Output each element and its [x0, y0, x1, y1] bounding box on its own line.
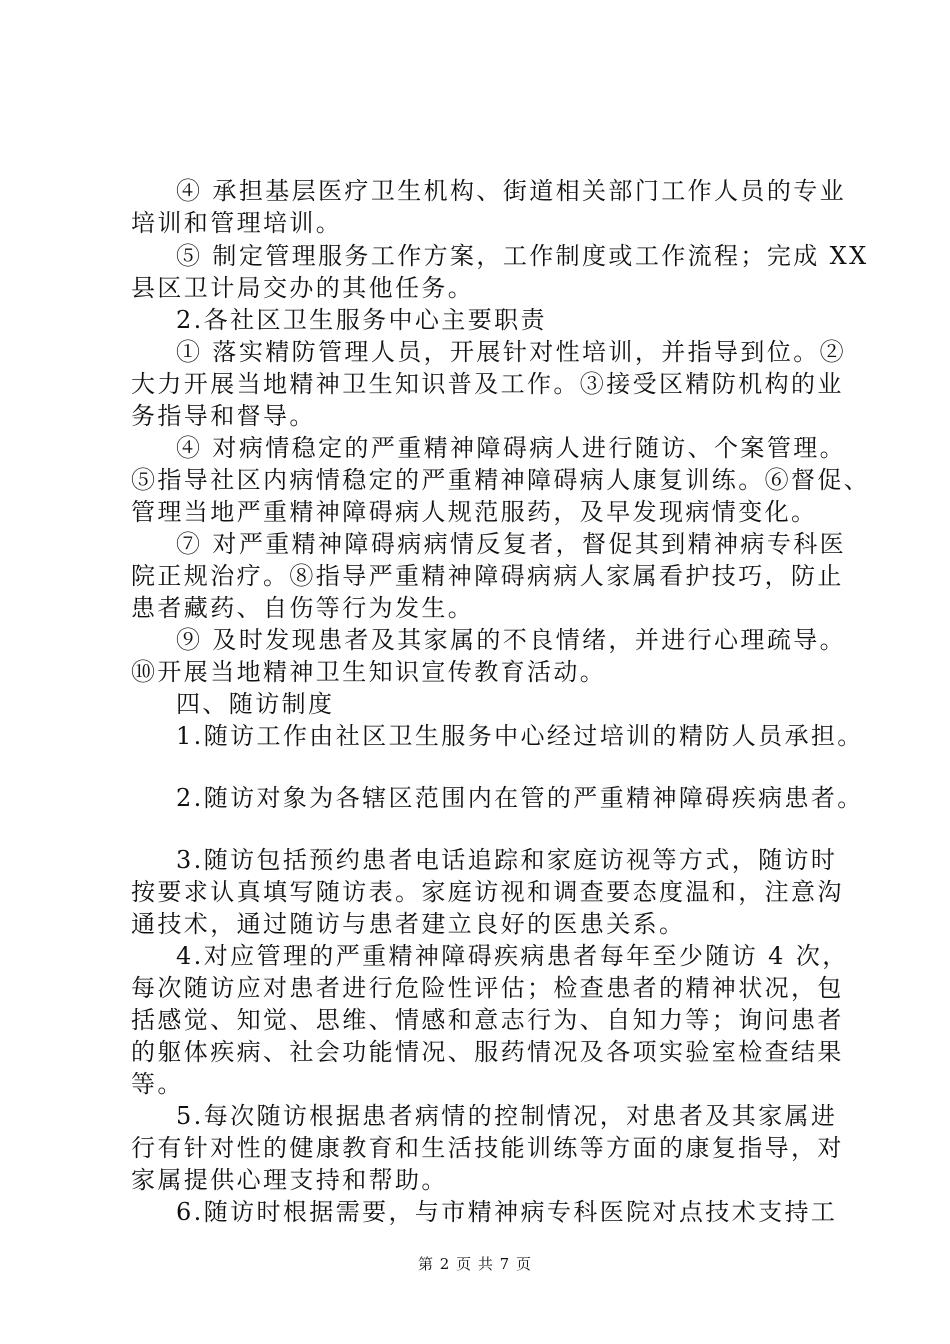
text-line: 县区卫计局交办的其他任务。	[131, 274, 475, 302]
text-line: 6.随访时根据需要，与市精神病专科医院对点技术支持工	[176, 1198, 838, 1226]
text-line: 行有针对性的健康教育和生活技能训练等方面的康复指导，对	[131, 1134, 844, 1162]
page-footer: 第 2 页 共 7 页	[418, 1255, 532, 1273]
text-line: 1.随访工作由社区卫生服务中心经过培训的精防人员承担。	[176, 722, 864, 750]
text-line: ⑨ 及时发现患者及其家属的不良情绪，并进行心理疏导。	[176, 626, 847, 654]
section-heading: 四、随访制度	[176, 690, 335, 718]
text-line: 培训和管理培训。	[131, 209, 343, 237]
section-heading: 2.各社区卫生服务中心主要职责	[176, 306, 547, 334]
text-line: 家属提供心理支持和帮助。	[131, 1166, 448, 1194]
text-line: ① 落实精防管理人员，开展针对性培训，并指导到位。②	[176, 338, 847, 366]
text-line: 5.每次随访根据患者病情的控制情况，对患者及其家属进	[176, 1102, 838, 1130]
text-line: 每次随访应对患者进行危险性评估；检查患者的精神状况，包	[131, 974, 844, 1002]
text-line: 等。	[131, 1070, 184, 1098]
text-line: ⑦ 对严重精神障碍病病情反复者，督促其到精神病专科医	[176, 530, 847, 558]
text-line: 务指导和督导。	[131, 402, 316, 430]
text-line: 通技术，通过随访与患者建立良好的医患关系。	[131, 910, 686, 938]
text-line: 大力开展当地精神卫生知识普及工作。③接受区精防机构的业	[131, 370, 844, 398]
text-line: ⑤指导社区内病情稳定的严重精神障碍病人康复训练。⑥督促、	[131, 466, 871, 494]
text-line: 患者藏药、自伤等行为发生。	[131, 594, 475, 622]
text-line: ⑩开展当地精神卫生知识宣传教育活动。	[131, 658, 607, 686]
text-line: 2.随访对象为各辖区范围内在管的严重精神障碍疾病患者。	[176, 784, 864, 812]
text-line: 4.对应管理的严重精神障碍疾病患者每年至少随访 4 次，	[176, 942, 849, 970]
text-line: 的躯体疾病、社会功能情况、服药情况及各项实验室检查结果	[131, 1038, 844, 1066]
text-line: 括感觉、知觉、思维、情感和意志行为、自知力等；询问患者	[131, 1006, 844, 1034]
text-line: 院正规治疗。⑧指导严重精神障碍病病人家属看护技巧，防止	[131, 562, 844, 590]
text-line: 按要求认真填写随访表。家庭访视和调查要态度温和，注意沟	[131, 878, 844, 906]
text-line: ④ 对病情稳定的严重精神障碍病人进行随访、个案管理。	[176, 434, 847, 462]
text-line: ④ 承担基层医疗卫生机构、街道相关部门工作人员的专业	[176, 177, 847, 205]
text-line: 管理当地严重精神障碍病人规范服药，及早发现病情变化。	[131, 498, 818, 526]
text-line: ⑤ 制定管理服务工作方案，工作制度或工作流程；完成 XX	[176, 242, 869, 270]
text-line: 3.随访包括预约患者电话追踪和家庭访视等方式，随访时	[176, 846, 838, 874]
